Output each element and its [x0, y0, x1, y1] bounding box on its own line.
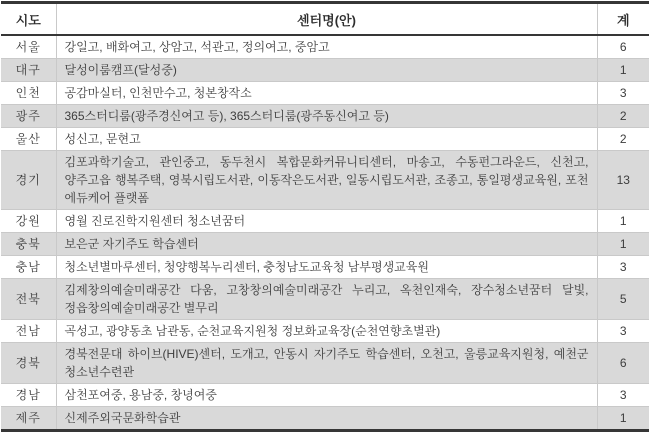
total-cell: 3	[597, 82, 649, 105]
region-cell: 인천	[1, 82, 56, 105]
total-cell: 1	[597, 233, 649, 256]
region-cell: 경기	[1, 151, 56, 210]
total-cell: 1	[597, 59, 649, 82]
table-row	[1, 407, 649, 431]
table-row	[1, 105, 649, 128]
centers-cell: 김제창의예술미래공간 다움, 고창창의예술미래공간 누리고, 옥천인재숙, 장수청소년꿈터 달빛, 정읍창의예술미래공간 별무리	[56, 279, 597, 320]
region-cell: 경북	[1, 343, 56, 384]
table-row	[1, 279, 649, 320]
table-row	[1, 35, 649, 59]
table-row	[1, 384, 649, 407]
region-cell: 전북	[1, 279, 56, 320]
total-cell: 2	[597, 105, 649, 128]
column-header-total: 계	[597, 3, 649, 36]
centers-cell: 공감마실터, 인천만수고, 청본창작소	[56, 82, 597, 105]
total-cell: 6	[619, 40, 627, 54]
center-list-table	[1, 1, 649, 432]
centers-cell: 성신고, 문현고	[56, 128, 597, 151]
region-cell: 충남	[1, 256, 56, 279]
centers-cell: 달성이룸캠프(달성중)	[56, 59, 597, 82]
region-cell: 울산	[1, 128, 56, 151]
region-cell: 서울	[15, 40, 41, 54]
centers-cell: 청소년별마루센터, 청양행복누리센터, 충청남도교육청 남부평생교육원	[56, 256, 597, 279]
total-cell: 13	[597, 151, 649, 210]
table-row	[1, 151, 649, 210]
total-cell: 1	[597, 407, 649, 431]
total-cell: 3	[597, 320, 649, 343]
region-cell: 전남	[1, 320, 56, 343]
centers-cell: 경북전문대 하이브(HIVE)센터, 도개고, 안동시 자기주도 학습센터, 오천고, 울릉교육지원청, 예천군 청소년수련관	[56, 343, 597, 384]
table-body	[1, 35, 649, 431]
region-cell: 대구	[1, 59, 56, 82]
table-row	[1, 256, 649, 279]
total-cell: 1	[597, 210, 649, 233]
table-row	[1, 320, 649, 343]
total-cell: 3	[597, 256, 649, 279]
table-row	[1, 233, 649, 256]
region-cell: 경남	[1, 384, 56, 407]
centers-cell: 삼천포여중, 용남중, 창녕여중	[56, 384, 597, 407]
table-row	[1, 128, 649, 151]
table-row	[1, 82, 649, 105]
column-header-centers: 센터명(안)	[56, 3, 597, 36]
total-cell: 6	[597, 343, 649, 384]
centers-cell: 365스터디룸(광주경신여고 등), 365스터디룸(광주동신여고 등)	[56, 105, 597, 128]
header-row	[1, 3, 649, 36]
region-cell: 광주	[1, 105, 56, 128]
centers-cell: 김포과학기술고, 관인중고, 동두천시 복합문화커뮤니티센터, 마송고, 수동펀그라운드, 신천고, 양주고읍 행복주택, 영북시립도서관, 이동작은도서관, 일동시립도서관, 조종고, 통일평생교육원, 포천 에듀케어 플랫폼	[56, 151, 597, 210]
total-cell: 2	[597, 128, 649, 151]
total-cell: 5	[597, 279, 649, 320]
total-cell: 3	[597, 384, 649, 407]
centers-cell: 신제주외국문화학습관	[56, 407, 597, 431]
column-header-sido: 시도	[1, 3, 56, 36]
centers-cell: 곡성고, 광양동초 남관동, 순천교육지원청 정보화교육장(순천연향초별관)	[56, 320, 597, 343]
region-cell: 강원	[1, 210, 56, 233]
centers-cell: 영월 진로진학지원센터 청소년꿈터	[56, 210, 597, 233]
centers-cell: 강일고, 배화여고, 상암고, 석관고, 정의여고, 중암고	[56, 35, 597, 59]
region-cell: 충북	[1, 233, 56, 256]
table-row	[1, 59, 649, 82]
table-row	[1, 343, 649, 384]
table-row	[1, 210, 649, 233]
region-cell: 제주	[1, 407, 56, 431]
centers-cell: 보은군 자기주도 학습센터	[56, 233, 597, 256]
